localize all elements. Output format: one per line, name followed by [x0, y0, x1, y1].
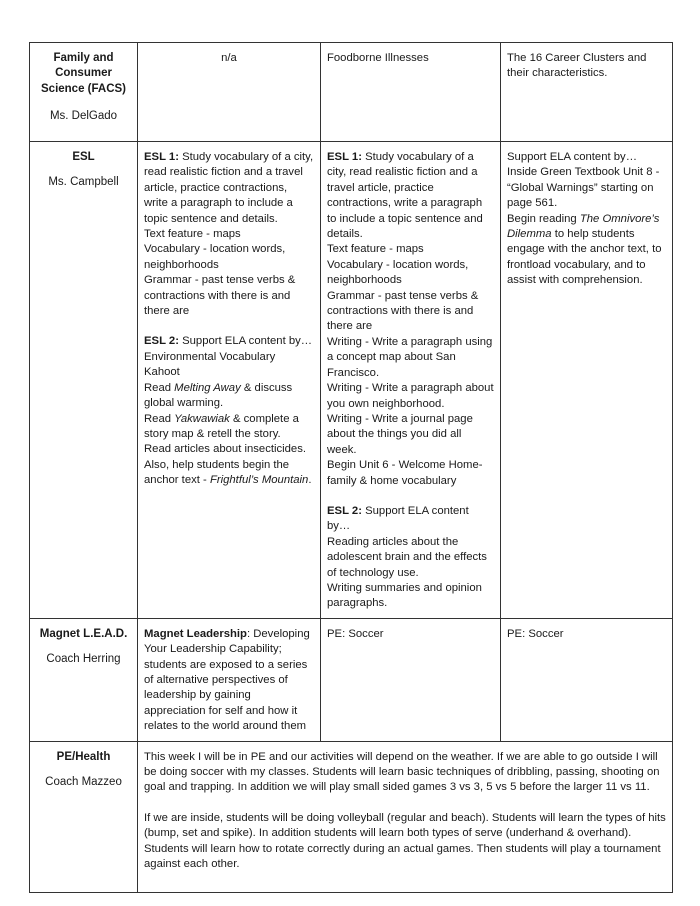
- teacher-name: Ms. Campbell: [48, 176, 119, 189]
- row-label-cell: [30, 43, 138, 142]
- esl2-line: Reading articles about the adolescent brain and the effects of technology use.: [327, 535, 487, 579]
- support-line: Support ELA content by…: [507, 151, 637, 163]
- esl2-intro: ESL 2: Support ELA content by…: [144, 335, 313, 348]
- row-label-cell: [30, 142, 138, 619]
- esl1-line: Writing - Write a paragraph using a concept map about San Francisco.: [327, 335, 493, 379]
- teacher-name: Coach Herring: [46, 653, 121, 666]
- esl-col2-cell: [138, 142, 321, 619]
- pe-health-cell: [138, 741, 673, 892]
- esl2-label: ESL 2:: [144, 335, 179, 348]
- book-title: Yakwawiak: [174, 412, 230, 425]
- esl-col4-cell: [501, 142, 673, 619]
- esl1-intro: ESL 1: Study vocabulary of a city, read realistic fiction and a travel article, practice contractions, write a paragraph to include a topic sentence and details.: [144, 151, 314, 225]
- esl-col3-cell: [321, 142, 501, 619]
- esl2-reading: Read Yakwawiak & complete a story map & retell the story.: [144, 412, 299, 440]
- esl2-reading: Read Melting Away & discuss global warming.: [144, 381, 293, 410]
- facs-col4-cell: The 16 Career Clusters and their characteristics.: [501, 43, 673, 142]
- book-title: Melting Away: [174, 381, 241, 394]
- table-row-esl: [30, 142, 673, 619]
- esl1-line: Vocabulary - location words, neighborhoods: [327, 258, 469, 287]
- esl1-label: ESL 1:: [144, 151, 179, 163]
- table-row-facs: [30, 43, 673, 142]
- subject-title: PE/Health: [56, 750, 111, 763]
- esl2-line: Environmental Vocabulary Kahoot: [144, 350, 276, 379]
- table-row-pe-health: [30, 741, 673, 892]
- esl1-line: Begin Unit 6 - Welcome Home- family & home vocabulary: [327, 459, 483, 487]
- esl1-line: Text feature - maps: [144, 228, 241, 241]
- esl1-intro: ESL 1: Study vocabulary of a city, read realistic fiction and a travel article, practice contractions, write a paragraph to include a topic sentence and details.: [327, 151, 483, 241]
- esl1-line: Grammar - past tense verbs & contractions with there is and there are: [144, 274, 296, 318]
- esl1-line: Text feature - maps: [327, 243, 424, 256]
- facs-col2-cell: n/a: [138, 43, 321, 142]
- esl1-line: Writing - Write a paragraph about you own neighborhood.: [327, 382, 494, 410]
- esl2-anchor: Also, help students begin the anchor text - Frightful’s Mountain.: [144, 458, 312, 487]
- facs-col3-cell: Foodborne Illnesses: [321, 43, 501, 142]
- subject-title: ESL: [72, 151, 95, 163]
- teacher-name: Ms. DelGado: [49, 110, 118, 123]
- textbook-line: Inside Green Textbook Unit 8 - “Global Warnings” starting on page 561.: [507, 166, 660, 210]
- book-title: Frightful’s Mountain: [209, 474, 309, 487]
- esl2-line: Read articles about insecticides.: [144, 443, 307, 456]
- esl1-line: Grammar - past tense verbs & contractions with there is and there are: [327, 289, 479, 333]
- teacher-name: Coach Mazzeo: [45, 776, 122, 789]
- lesson-plan-sheet: [29, 42, 672, 893]
- esl1-label: ESL 1:: [327, 151, 362, 163]
- subject-title: Magnet L.E.A.D.: [39, 627, 128, 640]
- magnet-col4-cell: PE: Soccer: [501, 618, 673, 741]
- esl1-line: Writing - Write a journal page about the things you did all week.: [327, 412, 473, 456]
- row-label-cell: [30, 618, 138, 741]
- magnet-text: : Developing Your Leadership Capability; students are exposed to a series of alternative perspectives of leadership by gaining appreciation for self and how it relates to the world around them: [144, 627, 310, 733]
- magnet-col3-cell: PE: Soccer: [321, 618, 501, 741]
- row-label-cell: [30, 741, 138, 892]
- table-row-magnet: [30, 618, 673, 741]
- lesson-plan-table: [29, 42, 673, 893]
- subject-title: Family and Consumer Science (FACS): [41, 52, 126, 95]
- begin-reading: Begin reading The Omnivore’s Dilemma to help students engage with the anchor text, to frontload vocabulary, and to assist with comprehension.: [507, 212, 662, 287]
- magnet-col2-cell: [138, 618, 321, 741]
- pe-paragraph-outside: This week I will be in PE and our activities will depend on the weather. If we are able to go outside I will be doing soccer with my classes. Students will learn basic techniques of dribbling, passing, shooting on goal and trapping. In addition we will play small sided games 3 vs 3, 5 vs 5 before the larger 11 vs 11.: [144, 750, 660, 794]
- esl1-line: Vocabulary - location words, neighborhoods: [144, 243, 286, 271]
- book-title: The Omnivore’s Dilemma: [507, 212, 660, 241]
- magnet-label: Magnet Leadership: [144, 627, 247, 640]
- pe-paragraph-inside: If we are inside, students will be doing volleyball (regular and beach). Students will learn the types of hits (bump, set and spike). In addition students will learn both types of serve (underhand & overhand). Students will learn how to rotate correctly during an actual games. Then students will play a tournament against each other.: [144, 811, 666, 871]
- esl2-intro: ESL 2: Support ELA content by…: [327, 504, 469, 533]
- esl2-line: Writing summaries and opinion paragraphs.: [327, 581, 482, 610]
- esl2-label: ESL 2:: [327, 504, 362, 517]
